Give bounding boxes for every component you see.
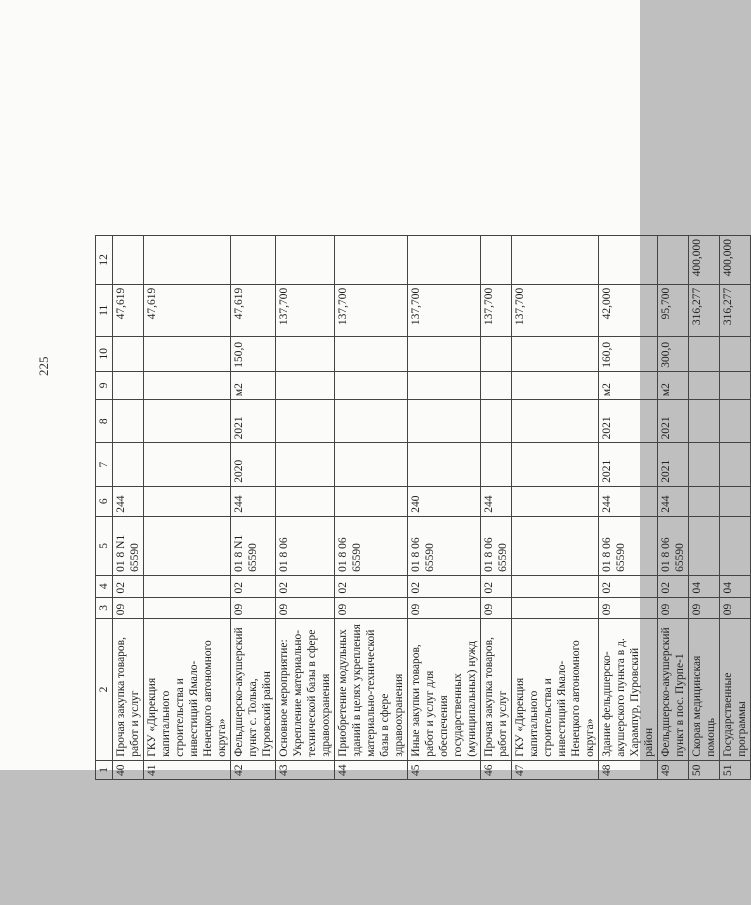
- cell-target-article-code: 01 8 06: [276, 516, 335, 575]
- cell-amount-year-2: [335, 236, 408, 285]
- cell-row-number: 47: [512, 760, 599, 779]
- cell-target-article-code: [720, 516, 751, 575]
- cell-row-number: 51: [720, 760, 751, 779]
- cell-capacity: [276, 336, 335, 371]
- cell-amount-year-2: [481, 236, 512, 285]
- column-header: 6: [96, 486, 113, 516]
- table-row: [113, 236, 144, 780]
- cell-amount-year-2: [231, 236, 276, 285]
- cell-end-year: [720, 400, 751, 443]
- cell-subsection-code: 02: [408, 575, 481, 597]
- cell-start-year: [335, 443, 408, 486]
- cell-start-year: 2020: [231, 443, 276, 486]
- cell-section-code: [144, 597, 231, 619]
- column-header: 8: [96, 400, 113, 443]
- cell-amount-year-2: [113, 236, 144, 285]
- table-row: [599, 236, 658, 780]
- cell-row-number: 40: [113, 760, 144, 779]
- cell-expense-type-code: [720, 486, 751, 516]
- cell-amount-year-1: 316,277: [720, 284, 751, 336]
- cell-row-name: Государственные программы: [720, 619, 751, 761]
- table-row: [689, 236, 720, 780]
- cell-end-year: [144, 400, 231, 443]
- cell-amount-year-1: 47,619: [144, 284, 231, 336]
- cell-section-code: 09: [658, 597, 689, 619]
- cell-unit: [481, 371, 512, 399]
- table-row: [658, 236, 689, 780]
- cell-expense-type-code: 244: [481, 486, 512, 516]
- cell-end-year: [689, 400, 720, 443]
- cell-amount-year-1: 42,000: [599, 284, 658, 336]
- cell-unit: [276, 371, 335, 399]
- cell-amount-year-1: 137,700: [335, 284, 408, 336]
- rotated-table-wrapper: [95, 235, 751, 780]
- cell-end-year: [335, 400, 408, 443]
- cell-amount-year-1: 137,700: [512, 284, 599, 336]
- cell-amount-year-2: [144, 236, 231, 285]
- cell-row-name: Фельдшерско-акушерский пункт с. Толька, Пуровский район: [231, 619, 276, 761]
- cell-unit: [144, 371, 231, 399]
- cell-end-year: [408, 400, 481, 443]
- cell-expense-type-code: [335, 486, 408, 516]
- cell-row-number: 49: [658, 760, 689, 779]
- cell-capacity: [144, 336, 231, 371]
- cell-row-name: Фельдшерско-акушерский пункт в пос. Пурпе-1: [658, 619, 689, 761]
- cell-target-article-code: [512, 516, 599, 575]
- cell-target-article-code: 01 8 06 65590: [335, 516, 408, 575]
- cell-row-number: 42: [231, 760, 276, 779]
- cell-expense-type-code: 244: [658, 486, 689, 516]
- table-row: [408, 236, 481, 780]
- cell-capacity: [481, 336, 512, 371]
- table-row: [144, 236, 231, 780]
- cell-section-code: 09: [231, 597, 276, 619]
- cell-unit: м2: [231, 371, 276, 399]
- cell-amount-year-1: 47,619: [231, 284, 276, 336]
- cell-start-year: [408, 443, 481, 486]
- cell-start-year: 2021: [599, 443, 658, 486]
- cell-end-year: 2021: [231, 400, 276, 443]
- cell-subsection-code: 02: [481, 575, 512, 597]
- cell-target-article-code: 01 8 06 65590: [599, 516, 658, 575]
- cell-capacity: 160,0: [599, 336, 658, 371]
- cell-capacity: [335, 336, 408, 371]
- cell-expense-type-code: 244: [113, 486, 144, 516]
- cell-amount-year-2: [658, 236, 689, 285]
- cell-amount-year-2: 400,000: [720, 236, 751, 285]
- cell-expense-type-code: [144, 486, 231, 516]
- cell-start-year: [276, 443, 335, 486]
- cell-target-article-code: 01 8 06 65590: [408, 516, 481, 575]
- cell-subsection-code: 04: [720, 575, 751, 597]
- cell-subsection-code: 02: [335, 575, 408, 597]
- cell-row-name: Основное мероприятие: Укрепление материально-технической базы в сфере здравоохранения: [276, 619, 335, 761]
- cell-capacity: 150,0: [231, 336, 276, 371]
- cell-end-year: [481, 400, 512, 443]
- cell-start-year: [720, 443, 751, 486]
- cell-capacity: 300,0: [658, 336, 689, 371]
- cell-start-year: [512, 443, 599, 486]
- cell-capacity: [689, 336, 720, 371]
- cell-amount-year-1: 137,700: [481, 284, 512, 336]
- cell-subsection-code: [144, 575, 231, 597]
- cell-start-year: [481, 443, 512, 486]
- cell-target-article-code: 01 8 N1 65590: [231, 516, 276, 575]
- cell-section-code: 09: [599, 597, 658, 619]
- cell-end-year: [276, 400, 335, 443]
- cell-expense-type-code: 244: [231, 486, 276, 516]
- budget-table: [95, 235, 751, 780]
- cell-amount-year-2: [512, 236, 599, 285]
- cell-unit: [335, 371, 408, 399]
- table-row: [231, 236, 276, 780]
- table-row: [481, 236, 512, 780]
- cell-subsection-code: 02: [599, 575, 658, 597]
- cell-end-year: 2021: [658, 400, 689, 443]
- cell-target-article-code: 01 8 N1 65590: [113, 516, 144, 575]
- column-header: 3: [96, 597, 113, 619]
- cell-row-number: 46: [481, 760, 512, 779]
- table-body: [96, 236, 751, 780]
- cell-capacity: [408, 336, 481, 371]
- cell-expense-type-code: [276, 486, 335, 516]
- cell-amount-year-2: [408, 236, 481, 285]
- cell-target-article-code: [689, 516, 720, 575]
- column-header: 9: [96, 371, 113, 399]
- table-row: [512, 236, 599, 780]
- cell-subsection-code: 02: [658, 575, 689, 597]
- cell-unit: м2: [599, 371, 658, 399]
- cell-subsection-code: [512, 575, 599, 597]
- column-header: 5: [96, 516, 113, 575]
- table-row: [720, 236, 751, 780]
- cell-start-year: [144, 443, 231, 486]
- cell-unit: м2: [658, 371, 689, 399]
- cell-unit: [689, 371, 720, 399]
- column-header: 10: [96, 336, 113, 371]
- cell-end-year: [113, 400, 144, 443]
- cell-row-name: ГКУ «Дирекция капитального строительства и инвестиций Ямало-Ненецкого автономного округа»: [144, 619, 231, 761]
- cell-target-article-code: [144, 516, 231, 575]
- cell-row-name: Прочая закупка товаров, работ и услуг: [481, 619, 512, 761]
- cell-start-year: [689, 443, 720, 486]
- cell-subsection-code: 04: [689, 575, 720, 597]
- column-header: 11: [96, 284, 113, 336]
- cell-unit: [720, 371, 751, 399]
- page-number: 225: [36, 356, 51, 376]
- table-row: [335, 236, 408, 780]
- cell-row-number: 41: [144, 760, 231, 779]
- cell-section-code: [512, 597, 599, 619]
- cell-end-year: 2021: [599, 400, 658, 443]
- cell-row-number: 44: [335, 760, 408, 779]
- cell-row-number: 43: [276, 760, 335, 779]
- cell-amount-year-2: [276, 236, 335, 285]
- cell-unit: [512, 371, 599, 399]
- cell-expense-type-code: 244: [599, 486, 658, 516]
- cell-section-code: 09: [720, 597, 751, 619]
- cell-amount-year-1: 47,619: [113, 284, 144, 336]
- cell-amount-year-2: [599, 236, 658, 285]
- cell-unit: [113, 371, 144, 399]
- cell-section-code: 09: [113, 597, 144, 619]
- cell-capacity: [512, 336, 599, 371]
- cell-target-article-code: 01 8 06 65590: [481, 516, 512, 575]
- cell-section-code: 09: [481, 597, 512, 619]
- column-header: 4: [96, 575, 113, 597]
- cell-start-year: [113, 443, 144, 486]
- cell-section-code: 09: [276, 597, 335, 619]
- column-header: 2: [96, 619, 113, 761]
- cell-section-code: 09: [408, 597, 481, 619]
- cell-amount-year-1: 137,700: [276, 284, 335, 336]
- cell-row-number: 48: [599, 760, 658, 779]
- cell-expense-type-code: [512, 486, 599, 516]
- cell-section-code: 09: [335, 597, 408, 619]
- cell-row-name: Прочая закупка товаров, работ и услуг: [113, 619, 144, 761]
- cell-capacity: [113, 336, 144, 371]
- cell-row-name: Скорая медицинская помощь: [689, 619, 720, 761]
- cell-section-code: 09: [689, 597, 720, 619]
- cell-amount-year-2: 400,000: [689, 236, 720, 285]
- cell-amount-year-1: 95,700: [658, 284, 689, 336]
- cell-row-name: Здание фельдшерско-акушерского пункта в д. Харампур, Пуровский район: [599, 619, 658, 761]
- table-row: [276, 236, 335, 780]
- column-header: 1: [96, 760, 113, 779]
- cell-start-year: 2021: [658, 443, 689, 486]
- cell-row-name: ГКУ «Дирекция капитального строительства и инвестиций Ямало-Ненецкого автономного округа»: [512, 619, 599, 761]
- column-header: 12: [96, 236, 113, 285]
- cell-subsection-code: 02: [113, 575, 144, 597]
- cell-expense-type-code: [689, 486, 720, 516]
- header-row: [96, 236, 113, 780]
- cell-unit: [408, 371, 481, 399]
- cell-expense-type-code: 240: [408, 486, 481, 516]
- cell-row-name: Иные закупки товаров, работ и услуг для обеспечения государственных (муниципальных) нужд: [408, 619, 481, 761]
- cell-row-name: Приобретение модульных зданий в целях укрепления материально-технической базы в сфере здравоохранения: [335, 619, 408, 761]
- cell-target-article-code: 01 8 06 65590: [658, 516, 689, 575]
- column-header: 7: [96, 443, 113, 486]
- cell-capacity: [720, 336, 751, 371]
- cell-subsection-code: 02: [231, 575, 276, 597]
- cell-subsection-code: 02: [276, 575, 335, 597]
- cell-row-number: 45: [408, 760, 481, 779]
- cell-amount-year-1: 137,700: [408, 284, 481, 336]
- cell-end-year: [512, 400, 599, 443]
- cell-row-number: 50: [689, 760, 720, 779]
- cell-amount-year-1: 316,277: [689, 284, 720, 336]
